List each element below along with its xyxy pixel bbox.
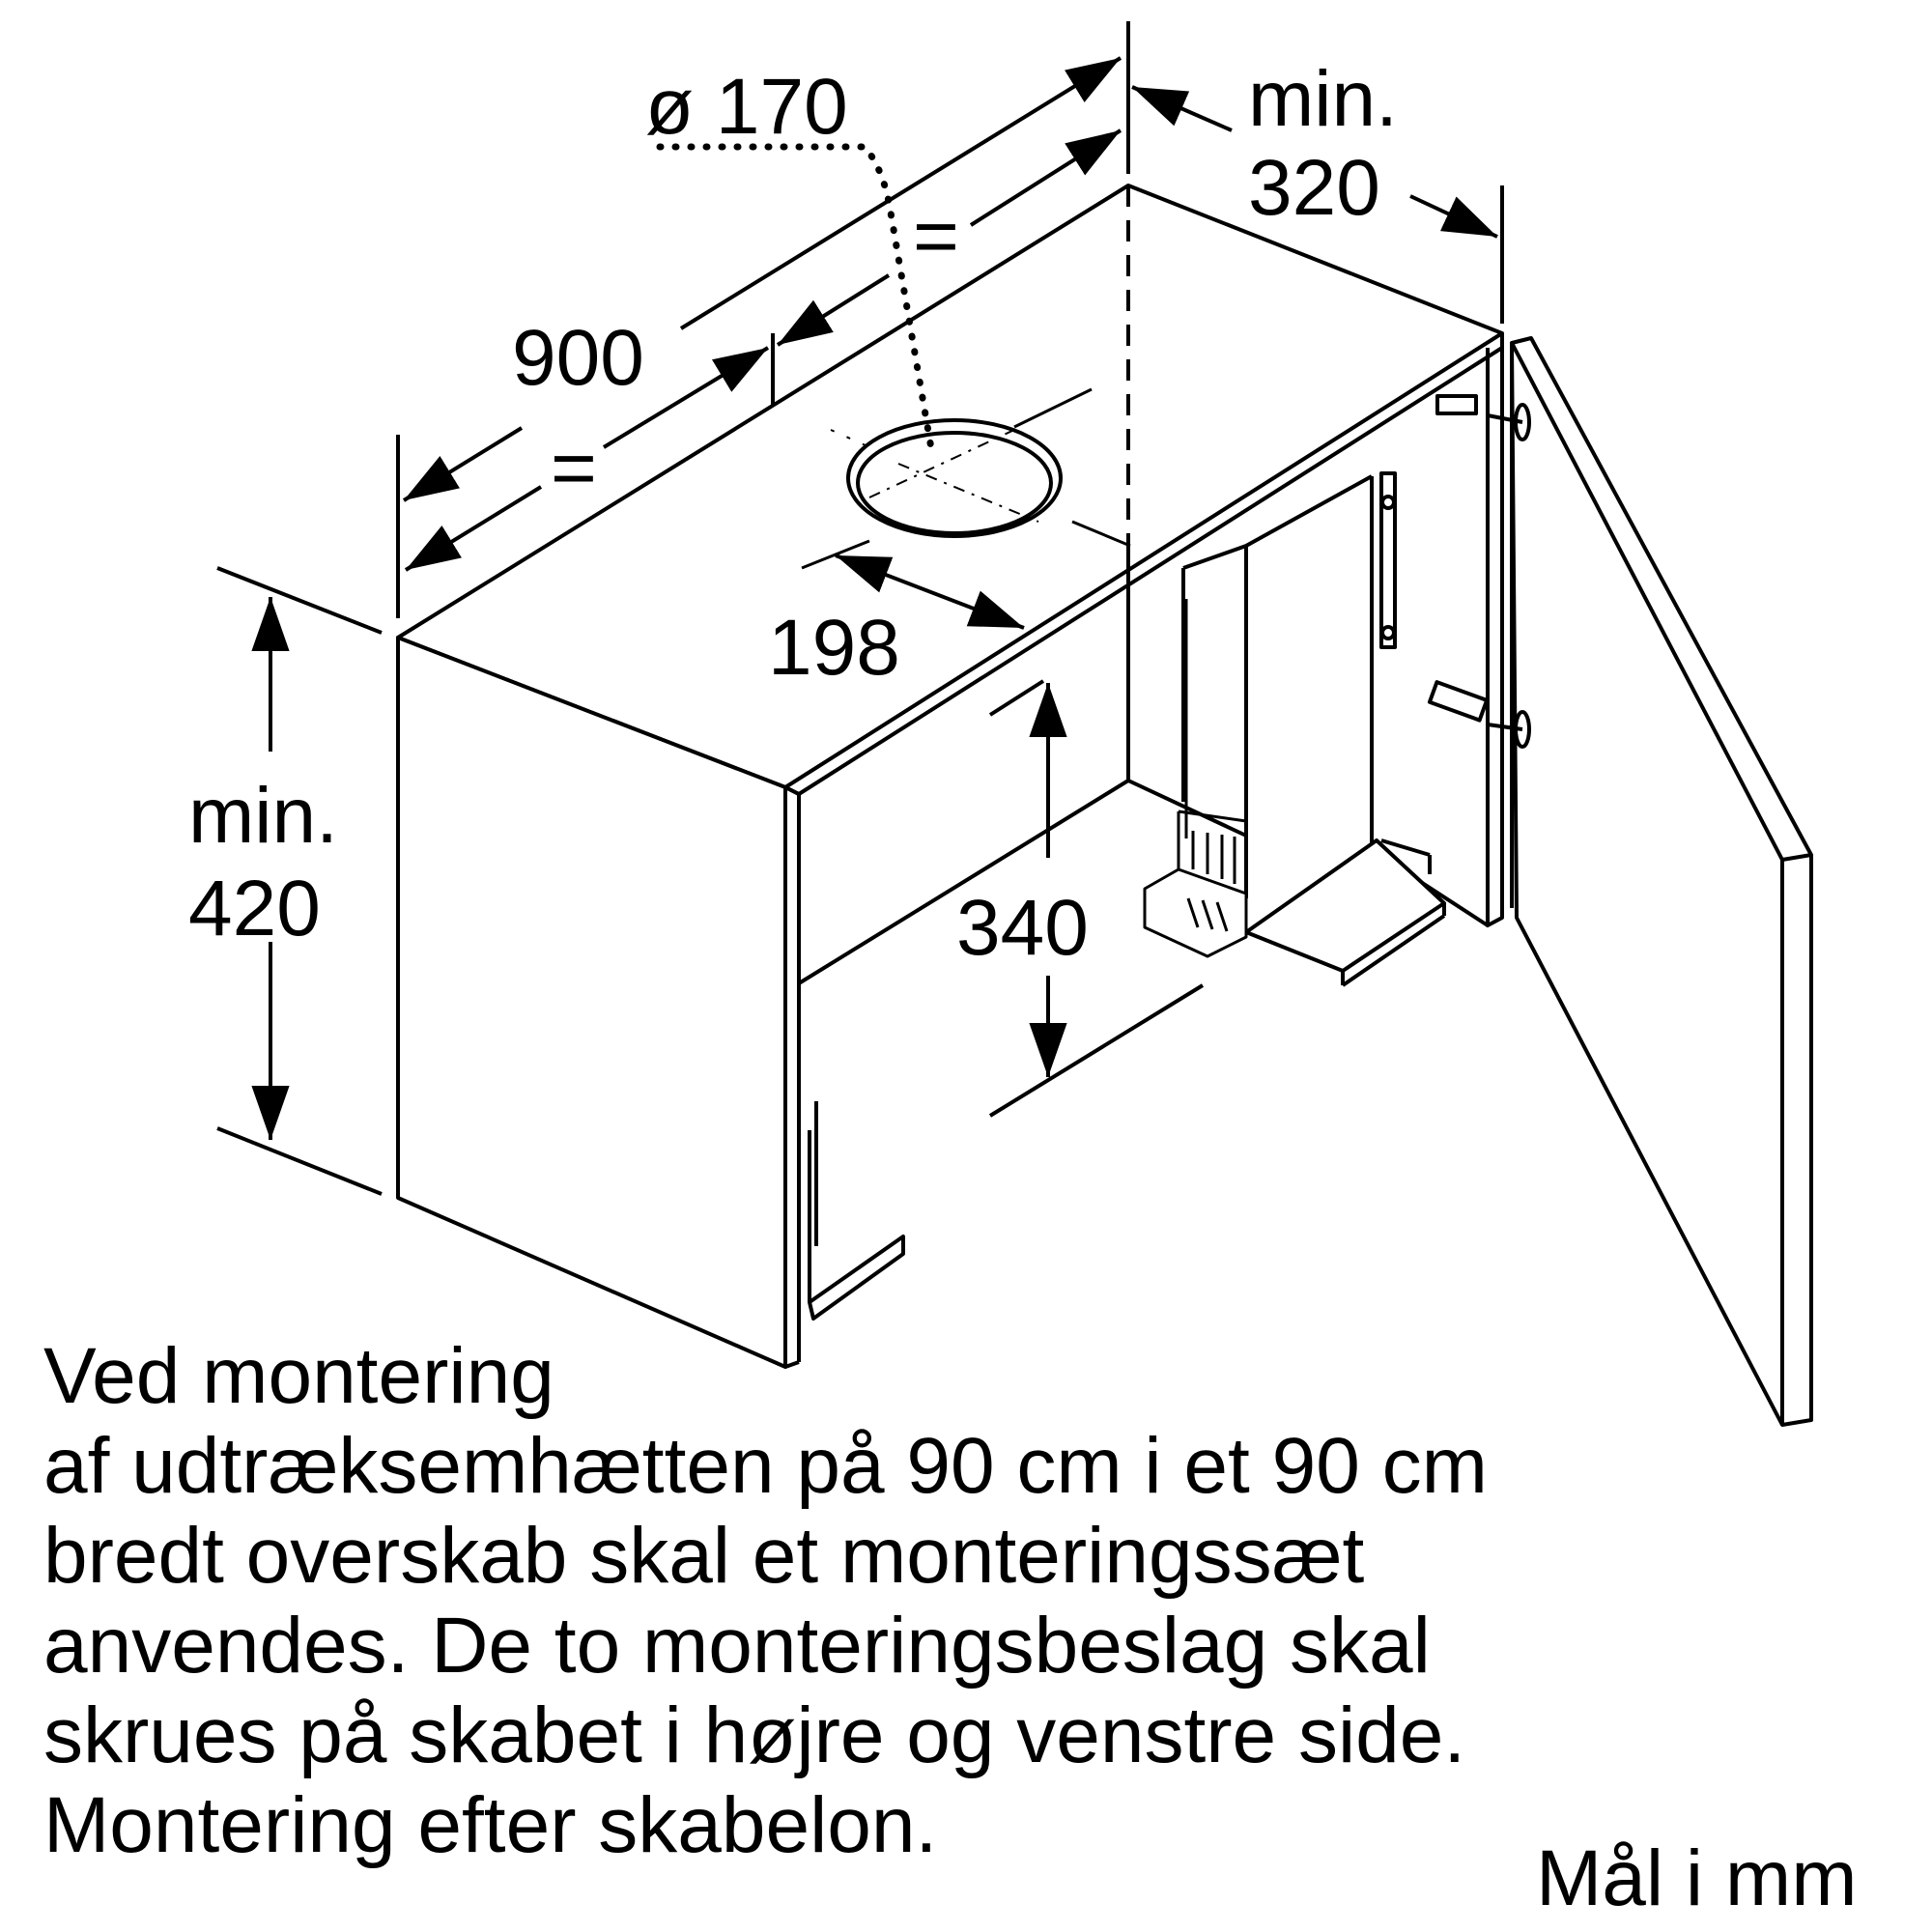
- note-line: af udtræksemhætten på 90 cm i et 90 cm: [43, 1422, 1488, 1510]
- height-min-label: min.: [188, 772, 338, 860]
- units-label: Mål i mm: [1536, 1834, 1858, 1922]
- note-line: Montering efter skabelon.: [43, 1781, 938, 1869]
- cutout-offset-label: 198: [768, 604, 900, 692]
- note-line: bredt overskab skal et monteringssæt: [43, 1512, 1365, 1600]
- note-line: skrues på skabet i højre og venstre side.: [43, 1691, 1466, 1779]
- installation-note: [43, 1331, 1879, 1870]
- height-value-label: 420: [188, 865, 321, 952]
- duct-diameter-label: ø 170: [645, 63, 848, 151]
- inner-height-label: 340: [956, 884, 1089, 972]
- equal-right-label: =: [913, 192, 959, 280]
- width-label: 900: [512, 314, 644, 402]
- note-line: anvendes. De to monteringsbeslag skal: [43, 1602, 1431, 1690]
- depth-value-label: 320: [1248, 144, 1380, 232]
- duct-cutout: [802, 389, 1130, 568]
- note-line: Ved montering: [43, 1332, 554, 1420]
- depth-min-label: min.: [1248, 55, 1398, 143]
- equal-left-label: =: [551, 424, 597, 512]
